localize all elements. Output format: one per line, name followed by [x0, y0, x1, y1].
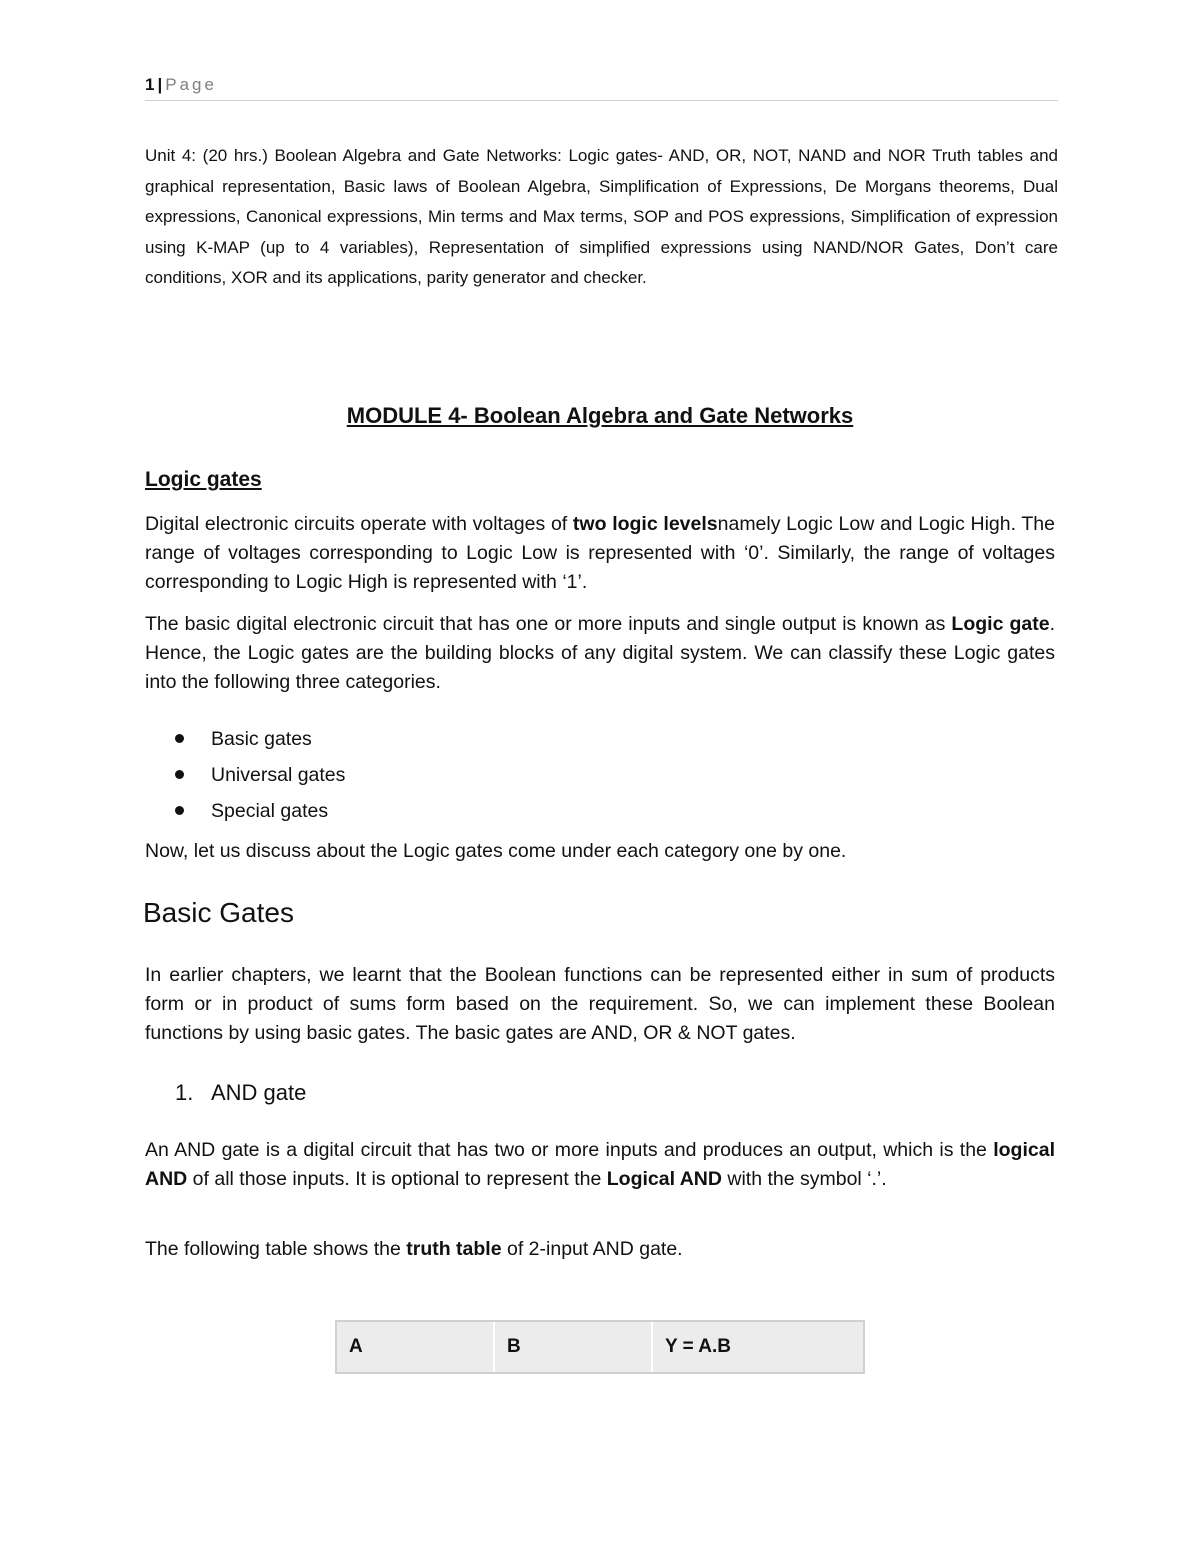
gate-categories-list	[145, 721, 345, 829]
list-item	[145, 757, 345, 793]
list-item-label: Basic gates	[211, 728, 312, 750]
page-header	[145, 74, 1058, 101]
heading-label: AND gate	[211, 1080, 307, 1105]
basic-gates-heading: Basic Gates	[143, 897, 294, 928]
column-header-y: Y = A.B	[653, 1322, 863, 1372]
module-title: MODULE 4- Boolean Algebra and Gate Networks	[346, 403, 854, 428]
text-run: of 2-input AND gate.	[501, 1238, 683, 1260]
list-item-label: Universal gates	[211, 764, 346, 786]
heading-number: 1.	[175, 1080, 194, 1105]
table-header-row	[337, 1322, 863, 1372]
list-item	[145, 721, 345, 757]
text-run: with the symbol ‘.’.	[721, 1168, 887, 1190]
logic-levels-paragraph	[145, 510, 1055, 597]
text-run: of all those inputs. It is optional to represent the	[187, 1168, 607, 1190]
text-run: . Hence, the Logic gates are the building blocks of any digital system. We can classify these Logic gates into the following three categories.	[145, 613, 1055, 693]
bold-term: two logic levels	[572, 513, 718, 535]
page-word: Page	[165, 75, 217, 94]
list-item-label: Special gates	[211, 800, 329, 822]
column-header-b: B	[495, 1322, 653, 1372]
logic-gate-definition-paragraph	[145, 610, 1055, 697]
bullet-icon	[175, 806, 184, 815]
and-gate-heading	[175, 1076, 306, 1110]
bullet-icon	[175, 734, 184, 743]
text-run: The basic digital electronic circuit that has one or more inputs and single output is known as	[145, 613, 952, 635]
and-gate-paragraph	[145, 1136, 1055, 1194]
bold-term: logical AND	[145, 1139, 1055, 1190]
text-run: An AND gate is a digital circuit that has two or more inputs and produces an output, which is the	[145, 1139, 994, 1161]
logic-gates-heading: Logic gates	[145, 468, 262, 491]
header-separator: |	[157, 75, 163, 94]
list-item	[145, 793, 345, 829]
bold-term: truth table	[406, 1238, 502, 1260]
bold-term: Logic gate	[951, 613, 1050, 635]
page-number: 1	[145, 75, 155, 94]
text-run: namely Logic Low and Logic High. The range of voltages corresponding to Logic Low is represented with ‘0’. Similarly, the range of voltages corresponding to Logic High is represented with ‘1’.	[145, 513, 1055, 593]
closing-paragraph: Now, let us discuss about the Logic gates come under each category one by one.	[145, 840, 847, 862]
syllabus-paragraph: Unit 4: (20 hrs.) Boolean Algebra and Gate Networks: Logic gates- AND, OR, NOT, NAND and NOR Truth tables and graphical representation, Basic laws of Boolean Algebra, Simplification of Expressions, De Morgans theorems, Dual expressions, Canonical expressions, Min terms and Max terms, SOP and POS expressions, Simplification of expression using K-MAP (up to 4 variables), Representation of simplified expressions using NAND/NOR Gates, Don’t care conditions, XOR and its applications, parity generator and checker.	[145, 146, 1058, 287]
column-header-a: A	[337, 1322, 495, 1372]
bold-term: Logical AND	[606, 1168, 722, 1190]
text-run: Digital electronic circuits operate with voltages of	[145, 513, 573, 535]
text-run: The following table shows the	[145, 1238, 407, 1260]
bullet-icon	[175, 770, 184, 779]
and-truth-table	[335, 1320, 865, 1374]
basic-gates-paragraph: In earlier chapters, we learnt that the Boolean functions can be represented either in sum of products form or in product of sums form based on the requirement. So, we can implement these Boolean functions by using basic gates. The basic gates are AND, OR & NOT gates.	[145, 964, 1055, 1044]
truth-table-intro	[145, 1235, 1055, 1264]
